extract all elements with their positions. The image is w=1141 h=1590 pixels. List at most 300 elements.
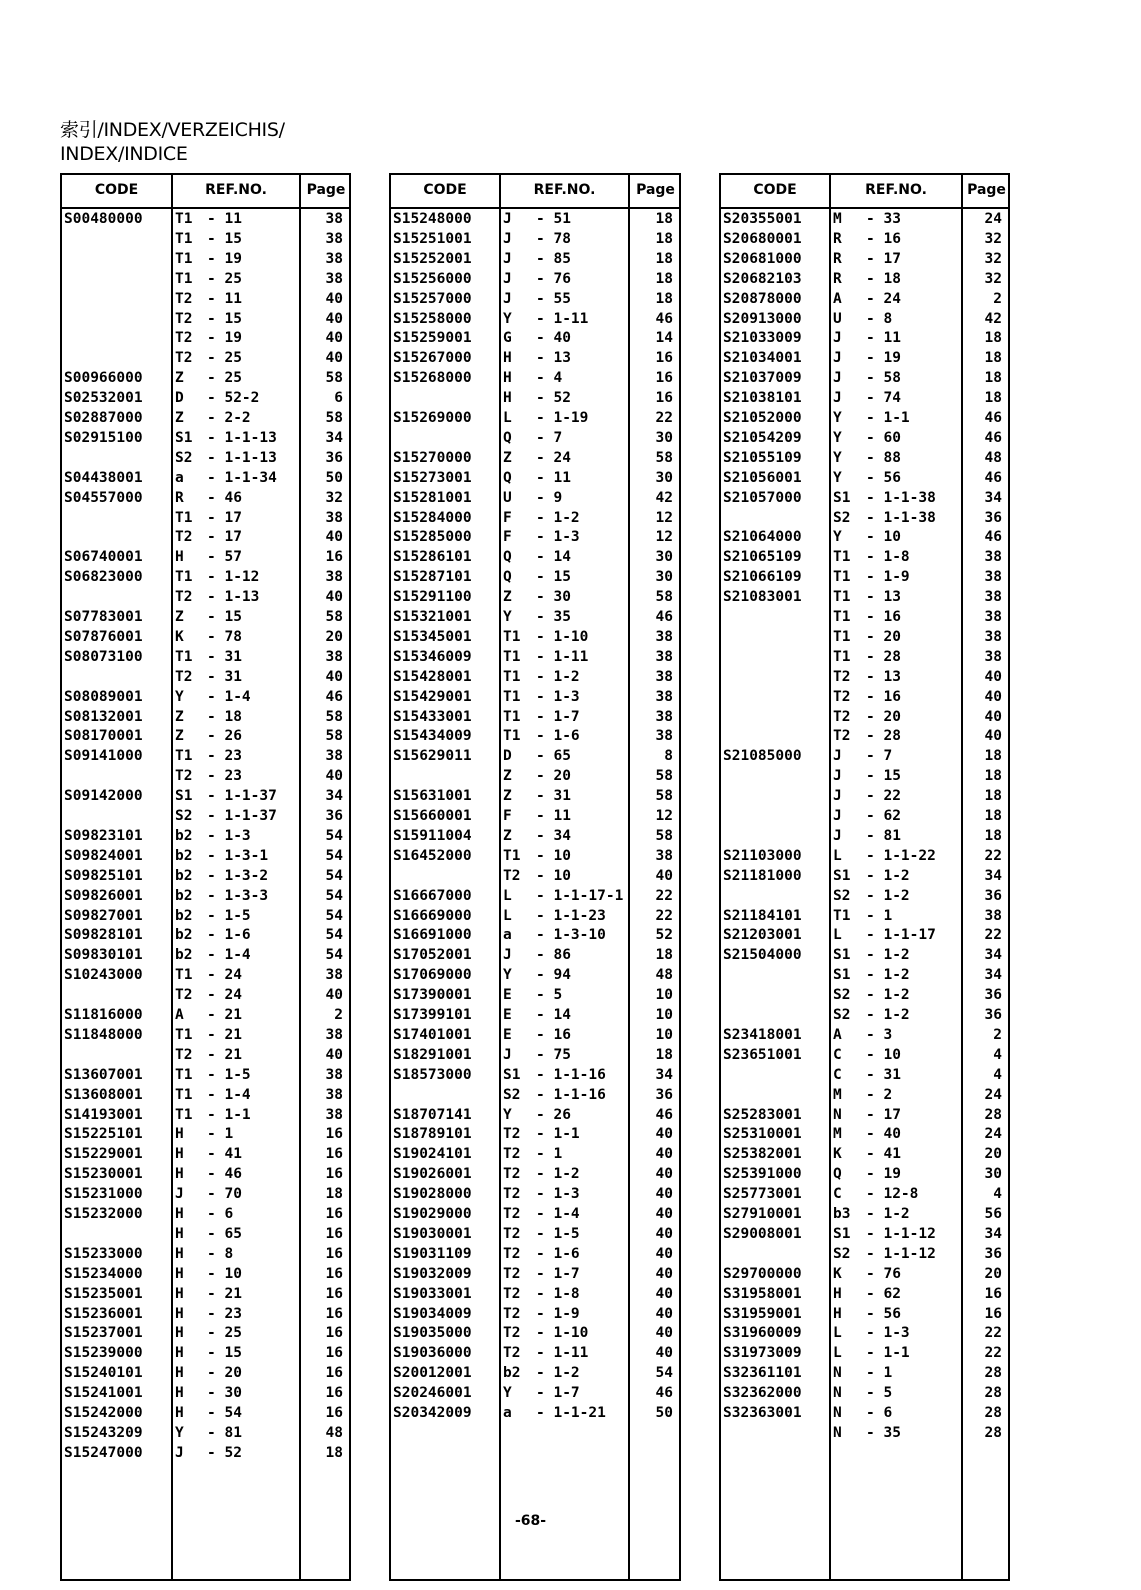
ref-cell: - 35 xyxy=(536,609,571,625)
section-cell: J xyxy=(833,768,842,785)
page-cell: 18 xyxy=(655,290,673,307)
page-cell: 38 xyxy=(325,748,343,765)
section-cell: a xyxy=(503,927,512,944)
code-cell: S11816000 xyxy=(64,1007,143,1023)
table-row xyxy=(391,1085,679,1105)
ref-cell: - 1-7 xyxy=(536,1385,580,1402)
section-cell: T2 xyxy=(503,1225,521,1242)
page-cell: 24 xyxy=(984,1126,1002,1143)
code-cell: S08170001 xyxy=(64,728,143,745)
section-cell: Z xyxy=(175,708,184,725)
table-row xyxy=(391,1184,679,1204)
section-cell: J xyxy=(503,1046,512,1063)
header-code: CODE xyxy=(753,182,797,198)
ref-cell: - 17 xyxy=(866,1106,901,1123)
section-cell: T2 xyxy=(175,330,193,347)
code-cell: S29008001 xyxy=(723,1225,802,1242)
ref-cell: - 52 xyxy=(536,390,571,407)
section-cell: T1 xyxy=(175,211,193,227)
section-cell: S1 xyxy=(833,867,851,884)
code-cell: S15232000 xyxy=(64,1206,143,1222)
section-cell: T1 xyxy=(175,648,193,665)
table-row xyxy=(721,508,1008,528)
section-cell: L xyxy=(833,1325,842,1342)
page-cell: 34 xyxy=(984,867,1002,884)
page-cell: 18 xyxy=(325,1186,343,1203)
code-cell: S15287101 xyxy=(393,569,472,586)
table-row xyxy=(62,269,349,289)
section-cell: Q xyxy=(503,549,512,566)
ref-cell: - 11 xyxy=(866,330,901,347)
table-row xyxy=(62,587,349,607)
section-cell: J xyxy=(833,827,842,844)
ref-cell: - 1-7 xyxy=(536,708,580,725)
ref-cell: - 1-9 xyxy=(866,569,910,586)
section-cell: S1 xyxy=(175,429,193,446)
page-cell: 22 xyxy=(984,1325,1002,1342)
section-cell: J xyxy=(833,748,842,765)
ref-cell: - 10 xyxy=(866,1046,901,1063)
section-cell: N xyxy=(833,1405,842,1421)
code-cell: S13608001 xyxy=(64,1086,143,1103)
table-row xyxy=(391,1383,679,1403)
page-cell: 40 xyxy=(655,1345,673,1362)
code-cell: S15631001 xyxy=(393,788,472,805)
table-row xyxy=(391,707,679,727)
section-cell: Y xyxy=(833,469,842,486)
header-code: CODE xyxy=(423,182,467,198)
section-cell: T1 xyxy=(175,1106,193,1123)
code-cell: S25382001 xyxy=(723,1146,802,1163)
page-cell: 32 xyxy=(325,489,343,506)
page-cell: 16 xyxy=(655,390,673,407)
ref-cell: - 35 xyxy=(866,1424,901,1441)
page-cell: 58 xyxy=(325,728,343,745)
section-cell: Z xyxy=(503,449,512,466)
ref-cell: - 62 xyxy=(866,1285,901,1302)
section-cell: H xyxy=(175,1245,184,1262)
table-row xyxy=(721,647,1008,667)
section-cell: b2 xyxy=(175,867,193,884)
ref-cell: - 19 xyxy=(207,250,242,267)
section-cell: C xyxy=(833,1186,842,1203)
table-row xyxy=(62,826,349,846)
table-row xyxy=(62,368,349,388)
section-cell: K xyxy=(833,1146,842,1163)
page-cell: 56 xyxy=(984,1206,1002,1222)
code-cell: S21054209 xyxy=(723,429,802,446)
section-cell: Z xyxy=(175,370,184,387)
page-cell: 40 xyxy=(325,310,343,327)
table-row xyxy=(62,1423,349,1443)
table-row xyxy=(721,1005,1008,1025)
section-cell: H xyxy=(833,1305,842,1322)
table-row xyxy=(721,229,1008,249)
index-table-3 xyxy=(719,173,1010,1581)
page-cell: 58 xyxy=(325,609,343,625)
table-row xyxy=(62,945,349,965)
table-row xyxy=(62,1204,349,1224)
table-row xyxy=(62,1403,349,1423)
page-cell: 4 xyxy=(993,1186,1002,1203)
section-cell: S2 xyxy=(833,509,851,526)
ref-cell: - 1-2 xyxy=(866,1007,910,1023)
section-cell: L xyxy=(503,410,512,426)
table-row xyxy=(62,448,349,468)
ref-cell: - 25 xyxy=(207,350,242,367)
code-cell: S15241001 xyxy=(64,1385,143,1402)
ref-cell: - 1-2 xyxy=(866,887,910,904)
section-cell: F xyxy=(503,509,512,526)
ref-cell: - 25 xyxy=(207,270,242,287)
table-row xyxy=(62,1224,349,1244)
section-cell: Y xyxy=(503,1106,512,1123)
section-cell: T2 xyxy=(175,529,193,546)
page-cell: 54 xyxy=(325,847,343,864)
ref-cell: - 46 xyxy=(207,1166,242,1183)
page-cell: 22 xyxy=(655,410,673,426)
page-cell: 16 xyxy=(325,1166,343,1183)
code-cell: S15235001 xyxy=(64,1285,143,1302)
page-cell: 32 xyxy=(984,270,1002,287)
section-cell: C xyxy=(833,1046,842,1063)
section-cell: T1 xyxy=(833,549,851,566)
code-cell: S15284000 xyxy=(393,509,472,526)
ref-cell: - 85 xyxy=(536,250,571,267)
table-row xyxy=(391,1284,679,1304)
table-row xyxy=(62,786,349,806)
code-cell: S21103000 xyxy=(723,847,802,864)
ref-cell: - 15 xyxy=(207,230,242,247)
page-cell: 54 xyxy=(325,947,343,964)
code-cell: S21052000 xyxy=(723,410,802,426)
ref-cell: - 94 xyxy=(536,967,571,984)
page-cell: 36 xyxy=(984,1245,1002,1262)
ref-cell: - 1 xyxy=(207,1126,234,1143)
page-cell: 16 xyxy=(325,1265,343,1282)
ref-cell: - 1-1-38 xyxy=(866,489,936,506)
table-row xyxy=(721,786,1008,806)
page-cell: 16 xyxy=(655,370,673,387)
page-cell: 40 xyxy=(655,1305,673,1322)
section-cell: S1 xyxy=(833,947,851,964)
header-page: Page xyxy=(636,182,675,198)
page-cell: 36 xyxy=(325,449,343,466)
page-cell: 38 xyxy=(325,230,343,247)
code-cell: S14193001 xyxy=(64,1106,143,1123)
section-cell: Y xyxy=(503,1385,512,1402)
section-cell: J xyxy=(175,1186,184,1203)
table-row xyxy=(62,1085,349,1105)
table-row xyxy=(391,488,679,508)
table-row xyxy=(62,1164,349,1184)
section-cell: J xyxy=(833,370,842,387)
code-cell: S21066109 xyxy=(723,569,802,586)
section-cell: Z xyxy=(503,788,512,805)
page-cell: 32 xyxy=(984,230,1002,247)
code-cell: S17052001 xyxy=(393,947,472,964)
page-cell: 38 xyxy=(984,569,1002,586)
ref-cell: - 1-1-37 xyxy=(207,788,277,805)
section-cell: Y xyxy=(175,1424,184,1441)
page-cell: 58 xyxy=(325,708,343,725)
page-cell: 40 xyxy=(655,1186,673,1203)
ref-cell: - 1-5 xyxy=(207,1066,251,1083)
code-cell: S15268000 xyxy=(393,370,472,387)
table-row xyxy=(721,627,1008,647)
table-row xyxy=(721,826,1008,846)
table-row xyxy=(391,328,679,348)
code-cell: S09142000 xyxy=(64,788,143,805)
code-cell: S10243000 xyxy=(64,967,143,984)
table-row xyxy=(721,328,1008,348)
code-cell: S09824001 xyxy=(64,847,143,864)
ref-cell: - 1-11 xyxy=(536,1345,589,1362)
page-cell: 18 xyxy=(984,808,1002,824)
code-cell: S19029000 xyxy=(393,1206,472,1222)
page-cell: 54 xyxy=(325,927,343,944)
page-cell: 54 xyxy=(325,887,343,904)
code-cell: S15258000 xyxy=(393,310,472,327)
page-cell: 58 xyxy=(655,768,673,785)
ref-cell: - 46 xyxy=(207,489,242,506)
ref-cell: - 1-3-1 xyxy=(207,847,269,864)
section-cell: H xyxy=(175,1126,184,1143)
section-cell: T1 xyxy=(503,728,521,745)
ref-cell: - 1-11 xyxy=(536,648,589,665)
section-cell: T2 xyxy=(503,1245,521,1262)
ref-cell: - 1-4 xyxy=(207,1086,251,1103)
ref-cell: - 31 xyxy=(207,668,242,685)
table-row xyxy=(391,945,679,965)
ref-cell: - 1-1 xyxy=(866,410,910,426)
table-row xyxy=(391,1224,679,1244)
ref-cell: - 10 xyxy=(536,867,571,884)
code-cell: S09823101 xyxy=(64,827,143,844)
index-table-1 xyxy=(60,173,351,1581)
section-cell: A xyxy=(833,290,842,307)
table-row xyxy=(391,1304,679,1324)
section-cell: H xyxy=(503,390,512,407)
section-cell: Z xyxy=(175,728,184,745)
ref-cell: - 1-5 xyxy=(207,907,251,924)
ref-cell: - 1-3 xyxy=(207,827,251,844)
ref-cell: - 1-11 xyxy=(536,310,589,327)
section-cell: T1 xyxy=(833,569,851,586)
section-cell: J xyxy=(503,230,512,247)
section-cell: T1 xyxy=(175,250,193,267)
section-cell: T1 xyxy=(833,907,851,924)
section-cell: T2 xyxy=(503,1206,521,1222)
section-cell: T1 xyxy=(175,1086,193,1103)
table-row xyxy=(391,1124,679,1144)
table-row xyxy=(721,1323,1008,1343)
page-cell: 40 xyxy=(325,1046,343,1063)
page-cell: 36 xyxy=(984,1007,1002,1023)
code-cell: S21038101 xyxy=(723,390,802,407)
ref-cell: - 1-12 xyxy=(207,569,260,586)
table-row xyxy=(721,1184,1008,1204)
page-cell: 40 xyxy=(325,290,343,307)
ref-cell: - 1-3 xyxy=(536,1186,580,1203)
header-page: Page xyxy=(967,182,1006,198)
section-cell: S2 xyxy=(175,449,193,466)
table-row xyxy=(62,866,349,886)
table-row xyxy=(721,846,1008,866)
table-row xyxy=(62,1383,349,1403)
ref-cell: - 78 xyxy=(207,628,242,645)
ref-cell: - 15 xyxy=(866,768,901,785)
table-row xyxy=(391,209,679,229)
ref-cell: - 5 xyxy=(866,1385,893,1402)
code-cell: S17069000 xyxy=(393,967,472,984)
section-cell: T2 xyxy=(175,310,193,327)
code-cell: S15248000 xyxy=(393,211,472,227)
table-row xyxy=(721,906,1008,926)
page-cell: 16 xyxy=(325,1126,343,1143)
section-cell: S1 xyxy=(503,1066,521,1083)
code-cell: S25310001 xyxy=(723,1126,802,1143)
page-cell: 46 xyxy=(984,529,1002,546)
ref-cell: - 5 xyxy=(536,987,563,1004)
page-cell: 40 xyxy=(325,330,343,347)
code-cell: S18707141 xyxy=(393,1106,472,1123)
ref-cell: - 1 xyxy=(866,1365,893,1382)
section-cell: S2 xyxy=(833,1245,851,1262)
code-cell: S15433001 xyxy=(393,708,472,725)
page-cell: 2 xyxy=(993,290,1002,307)
code-cell: S13607001 xyxy=(64,1066,143,1083)
page-cell: 46 xyxy=(655,1106,673,1123)
code-cell: S02915100 xyxy=(64,429,143,446)
code-cell: S19032009 xyxy=(393,1265,472,1282)
page-cell: 46 xyxy=(984,469,1002,486)
table-row xyxy=(721,667,1008,687)
ref-cell: - 1-2 xyxy=(536,668,580,685)
table-row xyxy=(391,567,679,587)
page-cell: 38 xyxy=(984,648,1002,665)
section-cell: T1 xyxy=(175,1066,193,1083)
page-cell: 10 xyxy=(655,1007,673,1023)
section-cell: K xyxy=(175,628,184,645)
section-cell: T1 xyxy=(175,967,193,984)
section-cell: Q xyxy=(503,469,512,486)
section-cell: T1 xyxy=(503,847,521,864)
section-cell: Z xyxy=(503,827,512,844)
ref-cell: - 16 xyxy=(866,688,901,705)
ref-cell: - 1-1-17 xyxy=(866,927,936,944)
table-row xyxy=(62,328,349,348)
page-cell: 34 xyxy=(655,1066,673,1083)
page-cell: 40 xyxy=(984,728,1002,745)
table-row xyxy=(721,925,1008,945)
table-row xyxy=(721,547,1008,567)
page-cell: 46 xyxy=(655,609,673,625)
section-cell: T2 xyxy=(503,1345,521,1362)
code-cell: S16669000 xyxy=(393,907,472,924)
page-cell: 24 xyxy=(984,1086,1002,1103)
code-cell: S25773001 xyxy=(723,1186,802,1203)
code-cell: S32361101 xyxy=(723,1365,802,1382)
section-cell: J xyxy=(833,808,842,824)
page-cell: 18 xyxy=(984,768,1002,785)
table-row xyxy=(391,1005,679,1025)
code-cell: S19036000 xyxy=(393,1345,472,1362)
code-cell: S09830101 xyxy=(64,947,143,964)
section-cell: Y xyxy=(175,688,184,705)
table-row xyxy=(721,269,1008,289)
page-cell: 22 xyxy=(984,847,1002,864)
table-row xyxy=(62,886,349,906)
code-cell: S19035000 xyxy=(393,1325,472,1342)
code-cell: S09826001 xyxy=(64,887,143,904)
table-row xyxy=(62,1284,349,1304)
section-cell: R xyxy=(833,270,842,287)
page-cell: 34 xyxy=(984,947,1002,964)
code-cell: S21181000 xyxy=(723,867,802,884)
table-row xyxy=(391,1363,679,1383)
page-cell: 18 xyxy=(655,270,673,287)
page-cell: 38 xyxy=(325,967,343,984)
table-row xyxy=(721,726,1008,746)
table-row xyxy=(391,1244,679,1264)
page-cell: 40 xyxy=(655,1225,673,1242)
table-row xyxy=(721,1224,1008,1244)
section-cell: Y xyxy=(833,449,842,466)
section-cell: N xyxy=(833,1385,842,1402)
section-cell: R xyxy=(833,230,842,247)
page-cell: 30 xyxy=(655,569,673,586)
table-row xyxy=(62,607,349,627)
section-cell: Y xyxy=(833,529,842,546)
ref-cell: - 21 xyxy=(207,1285,242,1302)
section-cell: L xyxy=(833,847,842,864)
code-cell: S15346009 xyxy=(393,648,472,665)
page-cell: 40 xyxy=(325,987,343,1004)
section-cell: R xyxy=(833,250,842,267)
page-cell: 16 xyxy=(325,549,343,566)
ref-cell: - 1-1 xyxy=(536,1126,580,1143)
table-row xyxy=(721,985,1008,1005)
table-row xyxy=(391,547,679,567)
ref-cell: - 28 xyxy=(866,648,901,665)
code-cell: S15233000 xyxy=(64,1245,143,1262)
page-cell: 40 xyxy=(984,668,1002,685)
page-cell: 40 xyxy=(325,350,343,367)
page-cell: 16 xyxy=(325,1225,343,1242)
ref-cell: - 14 xyxy=(536,1007,571,1023)
section-cell: J xyxy=(833,788,842,805)
ref-cell: - 1-2 xyxy=(866,1206,910,1222)
code-cell: S18291001 xyxy=(393,1046,472,1063)
section-cell: H xyxy=(175,1305,184,1322)
header-page: Page xyxy=(306,182,346,198)
code-cell: S15429001 xyxy=(393,688,472,705)
table-row xyxy=(62,766,349,786)
ref-cell: - 24 xyxy=(536,449,571,466)
table-row xyxy=(62,309,349,329)
ref-cell: - 2-2 xyxy=(207,410,251,426)
code-cell: S15286101 xyxy=(393,549,472,566)
ref-cell: - 17 xyxy=(866,250,901,267)
code-cell: S18789101 xyxy=(393,1126,472,1143)
table-row xyxy=(721,1025,1008,1045)
page-cell: 58 xyxy=(655,827,673,844)
page-cell: 18 xyxy=(984,827,1002,844)
table-row xyxy=(721,309,1008,329)
section-cell: H xyxy=(833,1285,842,1302)
section-cell: Z xyxy=(175,609,184,625)
